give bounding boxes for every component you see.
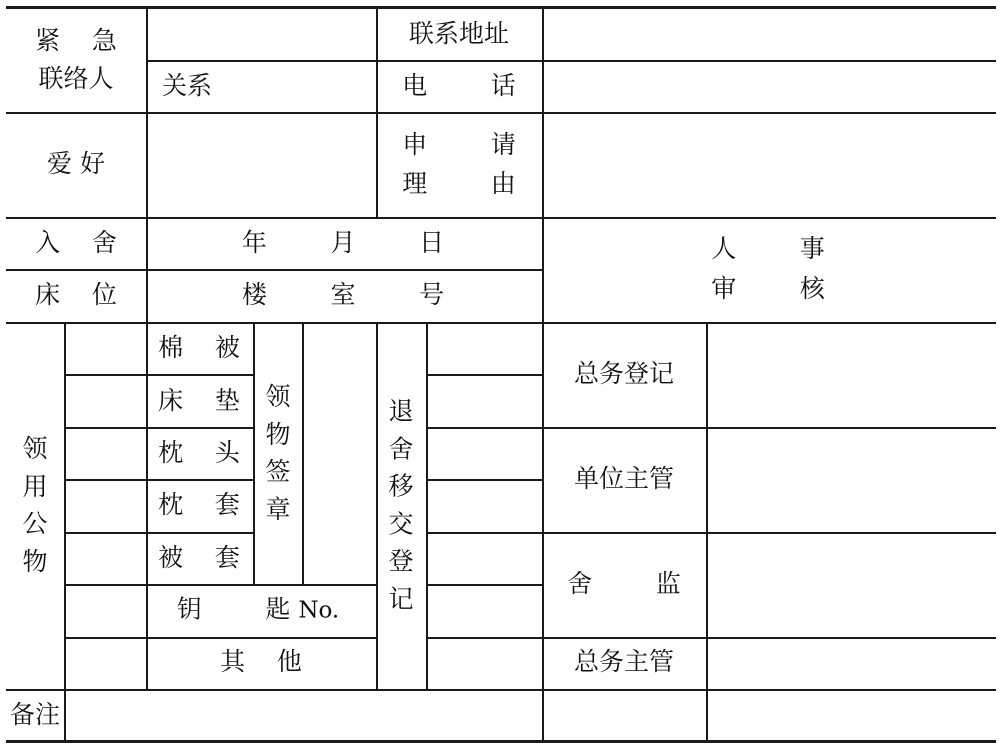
item-pillowcase-label: 枕 套 bbox=[158, 490, 240, 519]
move-in-label: 入 舍 bbox=[35, 228, 117, 257]
emergency-contact-label-line1: 紧 急 bbox=[35, 26, 117, 55]
contact-address-field[interactable] bbox=[544, 8, 996, 59]
item-mattress-label: 床 垫 bbox=[158, 386, 240, 415]
move-out-handover-label: 退舍移交登记 bbox=[388, 396, 414, 613]
remarks-field-extra[interactable] bbox=[544, 691, 705, 739]
bed-label: 床 位 bbox=[35, 280, 117, 309]
key-label-text: 钥 匙 bbox=[176, 594, 291, 624]
rule-bottom bbox=[6, 740, 996, 743]
rule bbox=[253, 322, 255, 584]
general-affairs-supervisor-field[interactable] bbox=[708, 639, 996, 688]
dorm-supervisor-field[interactable] bbox=[708, 534, 996, 636]
item-quantity-field[interactable] bbox=[66, 324, 145, 373]
other-items-label: 其 他 bbox=[220, 647, 302, 676]
general-affairs-register-field[interactable] bbox=[708, 324, 996, 426]
move-in-date-field[interactable]: 年 月 日 bbox=[241, 228, 445, 257]
move-out-field[interactable] bbox=[428, 586, 541, 636]
phone-field[interactable] bbox=[544, 62, 996, 111]
contact-address-label: 联系地址 bbox=[408, 19, 510, 48]
item-quantity-field[interactable] bbox=[66, 534, 145, 583]
remarks-field[interactable] bbox=[66, 691, 541, 739]
move-out-field[interactable] bbox=[428, 481, 541, 531]
unit-supervisor-field[interactable] bbox=[708, 429, 996, 531]
rule bbox=[146, 374, 253, 376]
rule bbox=[376, 112, 378, 217]
item-quantity-field[interactable] bbox=[66, 481, 145, 531]
remarks-label: 备注 bbox=[9, 700, 61, 729]
item-quantity-field[interactable] bbox=[66, 376, 145, 426]
move-out-field[interactable] bbox=[428, 324, 541, 373]
item-quilt-label: 棉 被 bbox=[158, 333, 240, 362]
key-label bbox=[177, 595, 339, 626]
key-number-suffix: No. bbox=[298, 597, 340, 624]
move-out-field[interactable] bbox=[428, 639, 541, 688]
relation-label: 关系 bbox=[162, 71, 213, 100]
dorm-supervisor-label: 舍 监 bbox=[567, 569, 681, 598]
item-quantity-field[interactable] bbox=[66, 429, 145, 478]
reason-label-line1: 申 请 bbox=[402, 130, 516, 159]
move-out-field[interactable] bbox=[428, 429, 541, 478]
move-out-field[interactable] bbox=[428, 376, 541, 426]
hobby-label: 爱 好 bbox=[47, 149, 105, 178]
other-quantity-field[interactable] bbox=[66, 639, 145, 688]
rule bbox=[6, 217, 996, 219]
reason-label-line2: 理 由 bbox=[402, 169, 516, 198]
items-received-label: 领用公物 bbox=[22, 434, 48, 576]
receipt-signature-label: 领物签章 bbox=[265, 382, 291, 524]
phone-label: 电 话 bbox=[402, 71, 516, 100]
unit-supervisor-label: 单位主管 bbox=[573, 464, 675, 493]
move-out-field[interactable] bbox=[428, 534, 541, 583]
receipt-signature-field[interactable] bbox=[304, 324, 375, 583]
rule bbox=[146, 322, 148, 689]
rule bbox=[6, 269, 542, 271]
item-pillow-label: 枕 头 bbox=[158, 438, 240, 467]
bed-location-field[interactable]: 楼 室 号 bbox=[241, 280, 445, 309]
emergency-contact-label-line2: 联络人 bbox=[38, 64, 114, 93]
remarks-field-extra[interactable] bbox=[708, 691, 996, 739]
hr-review-label-line2: 审 核 bbox=[711, 274, 825, 303]
hr-review-label-line1: 人 事 bbox=[711, 234, 825, 263]
rule bbox=[376, 322, 378, 689]
item-quilt-cover-label: 被 套 bbox=[158, 543, 240, 572]
emergency-contact-name-field[interactable] bbox=[148, 8, 375, 59]
general-affairs-register-label: 总务登记 bbox=[573, 359, 675, 388]
hobby-field[interactable] bbox=[148, 114, 375, 216]
general-affairs-supervisor-label: 总务主管 bbox=[573, 647, 675, 676]
key-quantity-field[interactable] bbox=[66, 586, 145, 636]
rule bbox=[376, 6, 378, 112]
application-reason-field[interactable] bbox=[544, 114, 996, 216]
